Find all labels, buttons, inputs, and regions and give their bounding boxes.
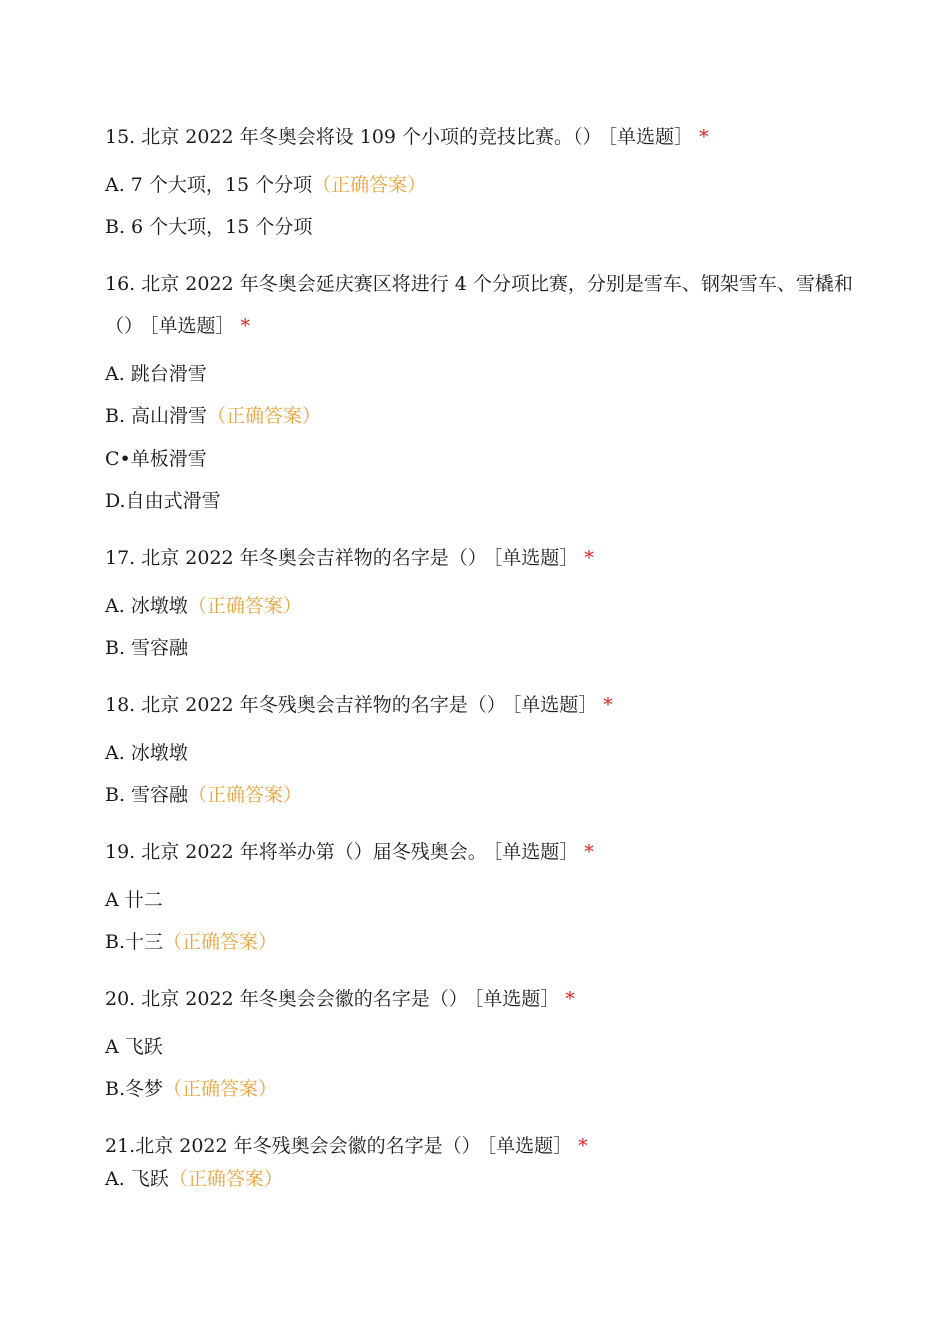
question-text: 16. 北京 2022 年冬奥会延庆赛区将进行 4 个分项比赛，分别是雪车、钢架雪车、雪橇和 <box>105 273 853 295</box>
option-16-a[interactable] <box>105 362 207 386</box>
option-text: A. 飞跃 <box>105 1168 169 1190</box>
option-text: C•单板滑雪 <box>105 448 207 470</box>
correct-answer-tag: （正确答案） <box>187 595 302 617</box>
option-text: A 卄二 <box>105 889 163 911</box>
question-19-title <box>105 840 594 864</box>
option-20-a[interactable] <box>105 1035 163 1059</box>
option-text: B. 高山滑雪 <box>105 405 208 427</box>
option-16-d[interactable] <box>105 489 221 513</box>
required-mark: * <box>565 988 575 1010</box>
question-text: （） <box>105 315 144 337</box>
required-mark: * <box>603 694 613 716</box>
option-17-a[interactable] <box>105 594 302 618</box>
question-type-label: ［单选题］ <box>486 1135 573 1157</box>
question-16-title <box>105 272 853 296</box>
correct-answer-tag: （正确答案） <box>207 405 322 427</box>
required-mark: * <box>240 315 251 337</box>
option-text: A. 冰墩墩 <box>105 595 188 617</box>
option-text: D.自由式滑雪 <box>105 490 221 512</box>
question-text: 21.北京 2022 年冬残奥会会徽的名字是（） <box>105 1135 481 1157</box>
option-21-a[interactable] <box>105 1167 283 1191</box>
option-text: B. 6 个大项，15 个分项 <box>105 216 313 238</box>
option-text: A. 跳台滑雪 <box>105 363 207 385</box>
option-text: B.十三 <box>105 931 164 953</box>
question-18-title <box>105 693 613 717</box>
question-text: 18. 北京 2022 年冬残奥会吉祥物的名字是（） <box>105 694 506 716</box>
question-text: 17. 北京 2022 年冬奥会吉祥物的名字是（） <box>105 547 487 569</box>
option-17-b[interactable] <box>105 636 188 660</box>
correct-answer-tag: （正确答案） <box>163 931 278 953</box>
question-text: 20. 北京 2022 年冬奥会会徽的名字是（） <box>105 988 468 1010</box>
question-type-label: ［单选题］ <box>607 126 694 148</box>
required-mark: * <box>699 126 709 148</box>
option-15-b[interactable] <box>105 215 312 239</box>
question-type-label: ［单选题］ <box>492 841 579 863</box>
option-19-b[interactable] <box>105 930 277 954</box>
option-text: B.冬梦 <box>105 1078 164 1100</box>
option-20-b[interactable] <box>105 1077 277 1101</box>
option-text: B. 雪容融 <box>105 784 189 806</box>
correct-answer-tag: （正确答案） <box>188 784 303 806</box>
question-type-label: ［单选题］ <box>149 315 235 337</box>
option-text: B. 雪容融 <box>105 637 189 659</box>
option-text: A 飞跃 <box>105 1036 163 1058</box>
correct-answer-tag: （正确答案） <box>168 1168 283 1190</box>
option-18-b[interactable] <box>105 783 302 807</box>
option-18-a[interactable] <box>105 741 188 765</box>
question-type-label: ［单选题］ <box>492 547 579 569</box>
question-21-title <box>105 1134 588 1158</box>
option-text: A. 7 个大项，15 个分项 <box>105 174 313 196</box>
required-mark: * <box>584 841 594 863</box>
question-17-title <box>105 546 594 570</box>
correct-answer-tag: （正确答案） <box>312 174 427 196</box>
option-15-a[interactable] <box>105 173 426 197</box>
question-16-title-cont <box>105 314 250 338</box>
question-15-title <box>105 125 709 149</box>
option-19-a[interactable] <box>105 888 163 912</box>
required-mark: * <box>584 547 594 569</box>
option-text: A. 冰墩墩 <box>105 742 188 764</box>
option-16-b[interactable] <box>105 404 321 428</box>
correct-answer-tag: （正确答案） <box>163 1078 278 1100</box>
question-type-label: ［单选题］ <box>511 694 598 716</box>
question-20-title <box>105 987 575 1011</box>
question-text: 15. 北京 2022 年冬奥会将设 109 个小项的竞技比赛。（） <box>105 126 602 148</box>
option-16-c[interactable] <box>105 447 207 471</box>
question-text: 19. 北京 2022 年将举办第（）届冬残奥会。 <box>105 841 487 863</box>
question-type-label: ［单选题］ <box>473 988 560 1010</box>
required-mark: * <box>578 1135 588 1157</box>
